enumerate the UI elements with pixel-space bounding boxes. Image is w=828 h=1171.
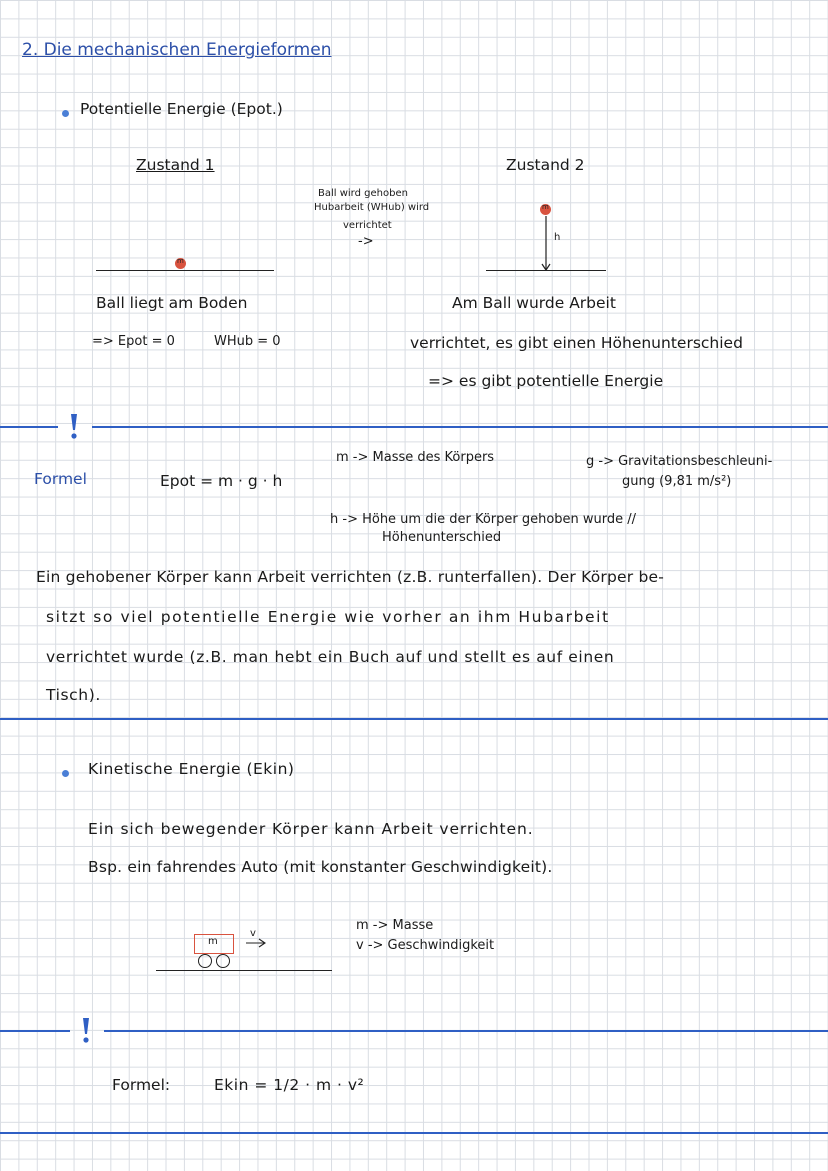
bullet-icon <box>62 770 69 777</box>
state1-description: Ball liegt am Boden <box>96 294 248 312</box>
ball-icon <box>175 258 186 269</box>
velocity-label: v <box>250 928 256 939</box>
formula-epot: Epot = m · g · h <box>160 472 283 490</box>
legend-h-1: h -> Höhe um die der Körper gehoben wurde // <box>330 512 637 527</box>
wheel-icon <box>198 954 212 968</box>
arrow-note-2: Hubarbeit (WHub) wird <box>314 202 430 213</box>
kinetic-legend-velocity: v -> Geschwindigkeit <box>356 938 495 953</box>
kinetic-legend-mass: m -> Masse <box>356 918 434 933</box>
ball-mass-label: m <box>177 257 184 265</box>
explanation-line-2: sitzt so viel potentielle Energie wie vorher an ihm Hubarbeit <box>46 608 610 626</box>
road-line <box>156 970 332 971</box>
height-label: h <box>554 232 561 243</box>
car-mass-label: m <box>208 936 218 947</box>
velocity-arrow-icon <box>244 938 268 948</box>
car-body-icon <box>194 934 234 954</box>
page-title: 2. Die mechanischen Energieformen <box>22 40 332 60</box>
ground-line-1 <box>96 270 274 271</box>
exclamation-icon <box>76 1016 96 1046</box>
explanation-line-3: verrichtet wurde (z.B. man hebt ein Buch auf und stellt es auf einen <box>46 648 615 666</box>
explanation-line-1: Ein gehobener Körper kann Arbeit verrichten (z.B. runterfallen). Der Körper be- <box>36 568 665 586</box>
state1-whub: WHub = 0 <box>214 334 281 349</box>
kinetic-formula-label: Formel: <box>112 1076 171 1094</box>
ball-raised-mass-label: m <box>542 203 549 211</box>
state1-label: Zustand 1 <box>136 156 215 174</box>
divider-left-2 <box>0 1030 70 1032</box>
divider-right <box>92 426 828 428</box>
kinetic-desc-1: Ein sich bewegender Körper kann Arbeit verrichten. <box>88 820 534 838</box>
section-divider <box>0 718 828 720</box>
state1-epot: => Epot = 0 <box>92 334 175 349</box>
formula-ekin: Ekin = 1/2 · m · v² <box>214 1076 365 1094</box>
explanation-line-4: Tisch). <box>46 686 101 704</box>
state2-label: Zustand 2 <box>506 156 585 174</box>
state2-desc-3: => es gibt potentielle Energie <box>428 372 664 390</box>
state2-desc-2: verrichtet, es gibt einen Höhenunterschied <box>410 334 743 352</box>
legend-h-2: Höhenunterschied <box>382 530 502 545</box>
arrow-icon: -> <box>358 234 374 249</box>
bottom-divider <box>0 1132 828 1134</box>
legend-g-2: gung (9,81 m/s²) <box>622 474 732 489</box>
kinetic-desc-2: Bsp. ein fahrendes Auto (mit konstanter Geschwindigkeit). <box>88 858 553 876</box>
arrow-note-1: Ball wird gehoben <box>318 188 408 199</box>
height-arrow-icon <box>538 214 554 274</box>
wheel-icon <box>216 954 230 968</box>
arrow-note-3: verrichtet <box>343 220 392 231</box>
divider-right-2 <box>104 1030 828 1032</box>
exclamation-icon <box>64 412 84 442</box>
divider-left <box>0 426 58 428</box>
state2-desc-1: Am Ball wurde Arbeit <box>452 294 616 312</box>
bullet-icon <box>62 110 69 117</box>
kinetic-title: Kinetische Energie (Ekin) <box>88 760 295 778</box>
potential-title: Potentielle Energie (Epot.) <box>80 100 283 118</box>
formula-label: Formel <box>34 470 87 488</box>
legend-g-1: g -> Gravitationsbeschleuni- <box>586 454 773 469</box>
legend-mass: m -> Masse des Körpers <box>336 450 495 465</box>
